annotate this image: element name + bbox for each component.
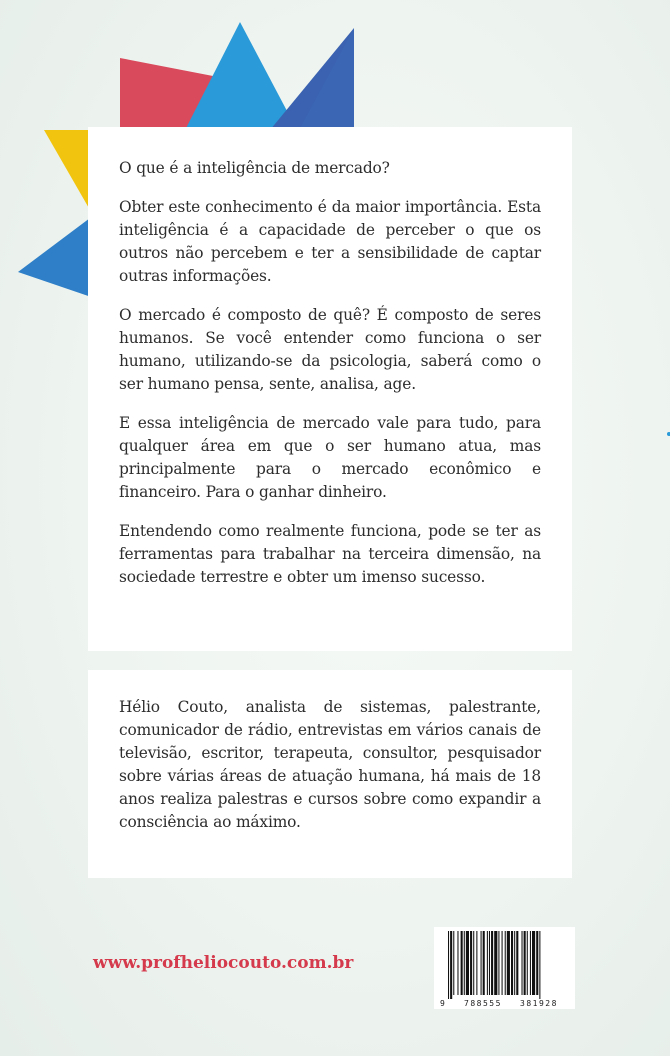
barcode-bar: [457, 931, 458, 995]
paragraph-knowledge: Obter este conhecimento é da maior importância. Esta inteligência é a capacidade de perceber o que os outros não percebem e ter a sensibilidade de captar outras informações.: [119, 198, 541, 285]
barcode-prefix-digit: 9: [440, 999, 445, 1008]
barcode-bar: [539, 931, 540, 999]
barcode-bar: [483, 931, 485, 995]
author-bio-panel: [88, 670, 572, 878]
barcode-bar: [470, 931, 472, 995]
barcode-bar: [487, 931, 488, 995]
barcode-bar: [522, 931, 523, 995]
barcode-graphic: [434, 927, 575, 1009]
barcode-bar: [514, 931, 515, 995]
barcode-bar: [464, 931, 465, 995]
barcode-bar: [502, 931, 503, 995]
barcode-bar: [476, 931, 477, 995]
barcode-bar: [498, 931, 499, 995]
barcode-bar: [507, 931, 510, 995]
barcode-bar: [527, 931, 528, 995]
barcode-right-digits: 381928: [520, 999, 558, 1008]
barcode-bar: [494, 931, 497, 995]
barcode-bar: [505, 931, 506, 995]
barcode-bar: [466, 931, 469, 995]
barcode-bar: [491, 931, 493, 995]
barcode-bar: [461, 931, 463, 995]
description-panel: [88, 127, 572, 651]
barcode-bar: [530, 931, 531, 995]
barcode-bar: [448, 931, 449, 999]
barcode-left-digits: 788555: [464, 999, 502, 1008]
author-bio-text: Hélio Couto, analista de sistemas, palestrante, comunicador de rádio, entrevistas em vários canais de televisão, escritor, terapeuta, consultor, pesquisador sobre várias áreas de atuação humana, há mais de 18 anos realiza palestras e cursos sobre como expandir a consciência ao máximo.: [119, 698, 541, 831]
barcode-bar: [511, 931, 513, 995]
barcode-bar: [489, 931, 490, 995]
barcode-bar: [532, 931, 535, 995]
barcode-bar: [473, 931, 474, 995]
paragraph-market-composition: O mercado é composto de quê? É composto de seres humanos. Se você entender como funciona o ser humano, utilizando-se da psicologia, saberá como o ser humano pensa, sente, analisa, age.: [119, 306, 541, 393]
barcode-bar: [524, 931, 526, 995]
website-url: www.profheliocouto.com.br: [93, 953, 354, 973]
barcode-bar: [536, 931, 538, 995]
paragraph-success: Entendendo como realmente funciona, pode se ter as ferramentas para trabalhar na terceira dimensão, na sociedade terrestre e obter um imenso sucesso.: [119, 522, 541, 586]
paragraph-question: O que é a inteligência de mercado?: [119, 159, 390, 177]
paragraph-market-intelligence: E essa inteligência de mercado vale para tudo, para qualquer área em que o ser humano atua, mas principalmente para o mercado econômico e financeiro. Para o ganhar dinheiro.: [119, 414, 541, 501]
barcode-bar: [516, 931, 518, 995]
barcode: [434, 927, 575, 1009]
barcode-bar: [450, 931, 452, 999]
barcode-bar: [481, 931, 482, 995]
barcode-bar: [453, 931, 454, 995]
